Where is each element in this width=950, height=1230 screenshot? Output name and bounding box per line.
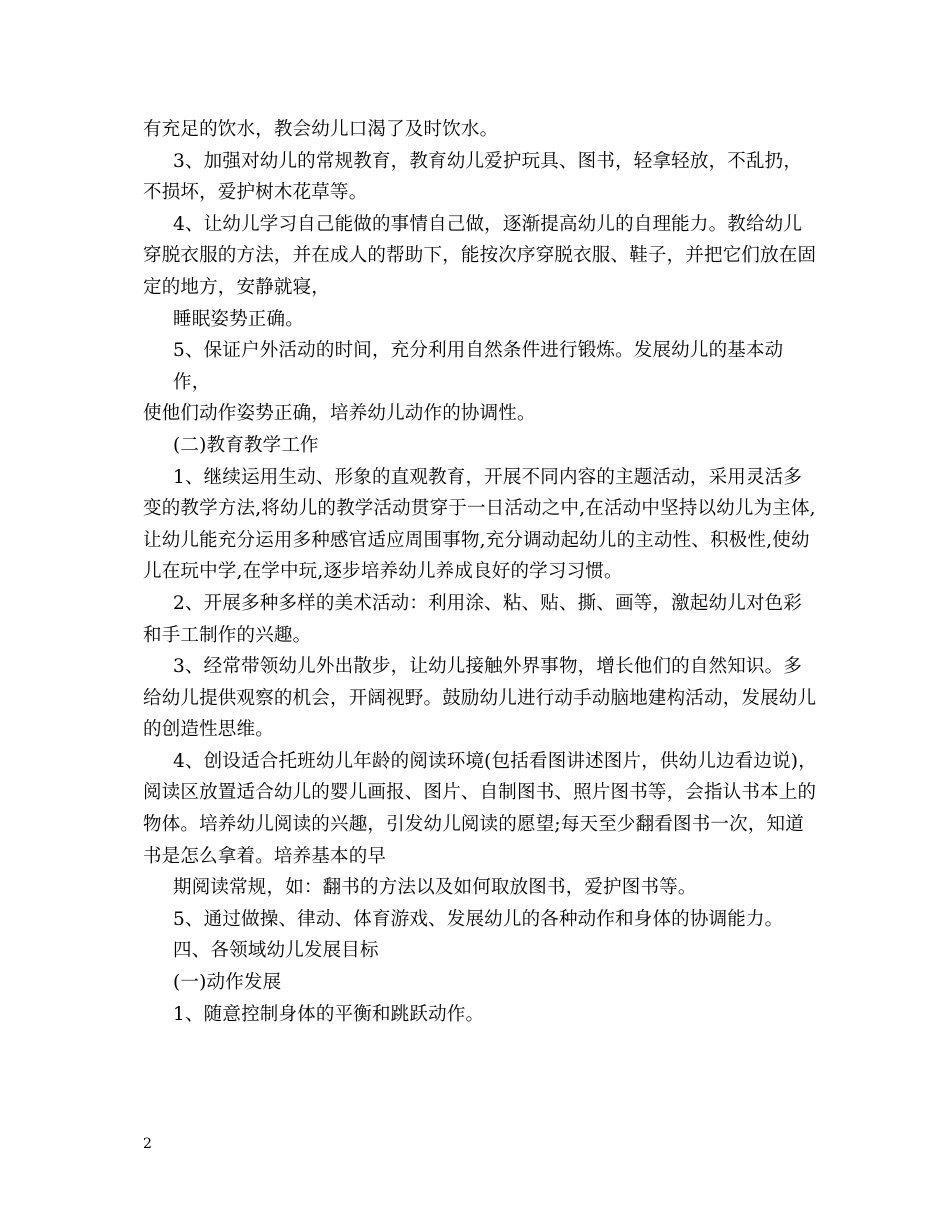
text-line: 有充足的饮水，教会幼儿口渴了及时饮水。 [143,119,499,140]
text-line: 定的地方，安静就寝， [143,276,331,298]
text-line: 睡眠姿势正确。 [173,308,304,330]
text-line: 2、开展多种多样的美术活动：利用涂、粘、贴、撕、画等，激起幼儿对色彩 [173,592,803,614]
text-line: 给幼儿提供观察的机会，开阔视野。鼓励幼儿进行动手动脑地建构活动，发展幼儿 [143,687,817,709]
text-line: 让幼儿能充分运用多种感官适应周围事物,充分调动起幼儿的主动性、积极性,使幼 [143,529,810,551]
text-line: 书是怎么拿着。培养基本的早 [143,845,387,867]
text-line: 不损坏，爱护树木花草等。 [143,182,368,204]
text-line: (二)教育教学工作 [173,434,319,456]
text-line: 期阅读常规，如：翻书的方法以及如何取放图书，爱护图书等。 [173,877,697,899]
text-line: 穿脱衣服的方法，并在成人的帮助下，能按次序穿脱衣服、鞋子，并把它们放在固 [143,245,817,267]
text-line: 4、让幼儿学习自己能做的事情自己做，逐渐提高幼儿的自理能力。教给幼儿 [173,213,803,235]
text-line: 3、加强对幼儿的常规教育，教育幼儿爱护玩具、图书，轻拿轻放，不乱扔， [173,150,803,172]
document-body [143,114,819,1030]
text-line: 1、随意控制身体的平衡和跳跃动作。 [173,1003,485,1025]
text-line: 4、创设适合托班幼儿年龄的阅读环境(包括看图讲述图片，供幼儿边看边说)， [173,750,817,772]
text-line: 物体。培养幼儿阅读的兴趣，引发幼儿阅读的愿望;每天至少翻看图书一次，知道 [143,814,804,836]
text-line: 5、保证户外活动的时间，充分利用自然条件进行锻炼。发展幼儿的基本动作， [173,340,784,393]
text-line: 四、各领域幼儿发展目标 [173,940,379,962]
text-line: 的创造性思维。 [143,719,274,741]
text-line: 5、通过做操、律动、体育游戏、发展幼儿的各种动作和身体的协调能力。 [173,908,784,930]
text-line: 和手工制作的兴趣。 [143,624,312,646]
text-line: 3、经常带领幼儿外出散步，让幼儿接触外界事物，增长他们的自然知识。多 [173,656,803,678]
text-line: 儿在玩中学,在学中玩,逐步培养幼儿养成良好的学习习惯。 [143,561,623,583]
text-line: 1、继续运用生动、形象的直观教育，开展不同内容的主题活动，采用灵活多 [173,466,803,488]
page-number: 2 [143,1136,152,1152]
text-line: 使他们动作姿势正确，培养幼儿动作的协调性。 [143,403,536,425]
text-line: 阅读区放置适合幼儿的婴儿画报、图片、自制图书、照片图书等，会指认书本上的 [143,782,817,804]
text-line: (一)动作发展 [173,972,282,994]
text-line: 变的教学方法,将幼儿的教学活动贯穿于一日活动之中,在活动中坚持以幼儿为主体, [143,498,816,520]
